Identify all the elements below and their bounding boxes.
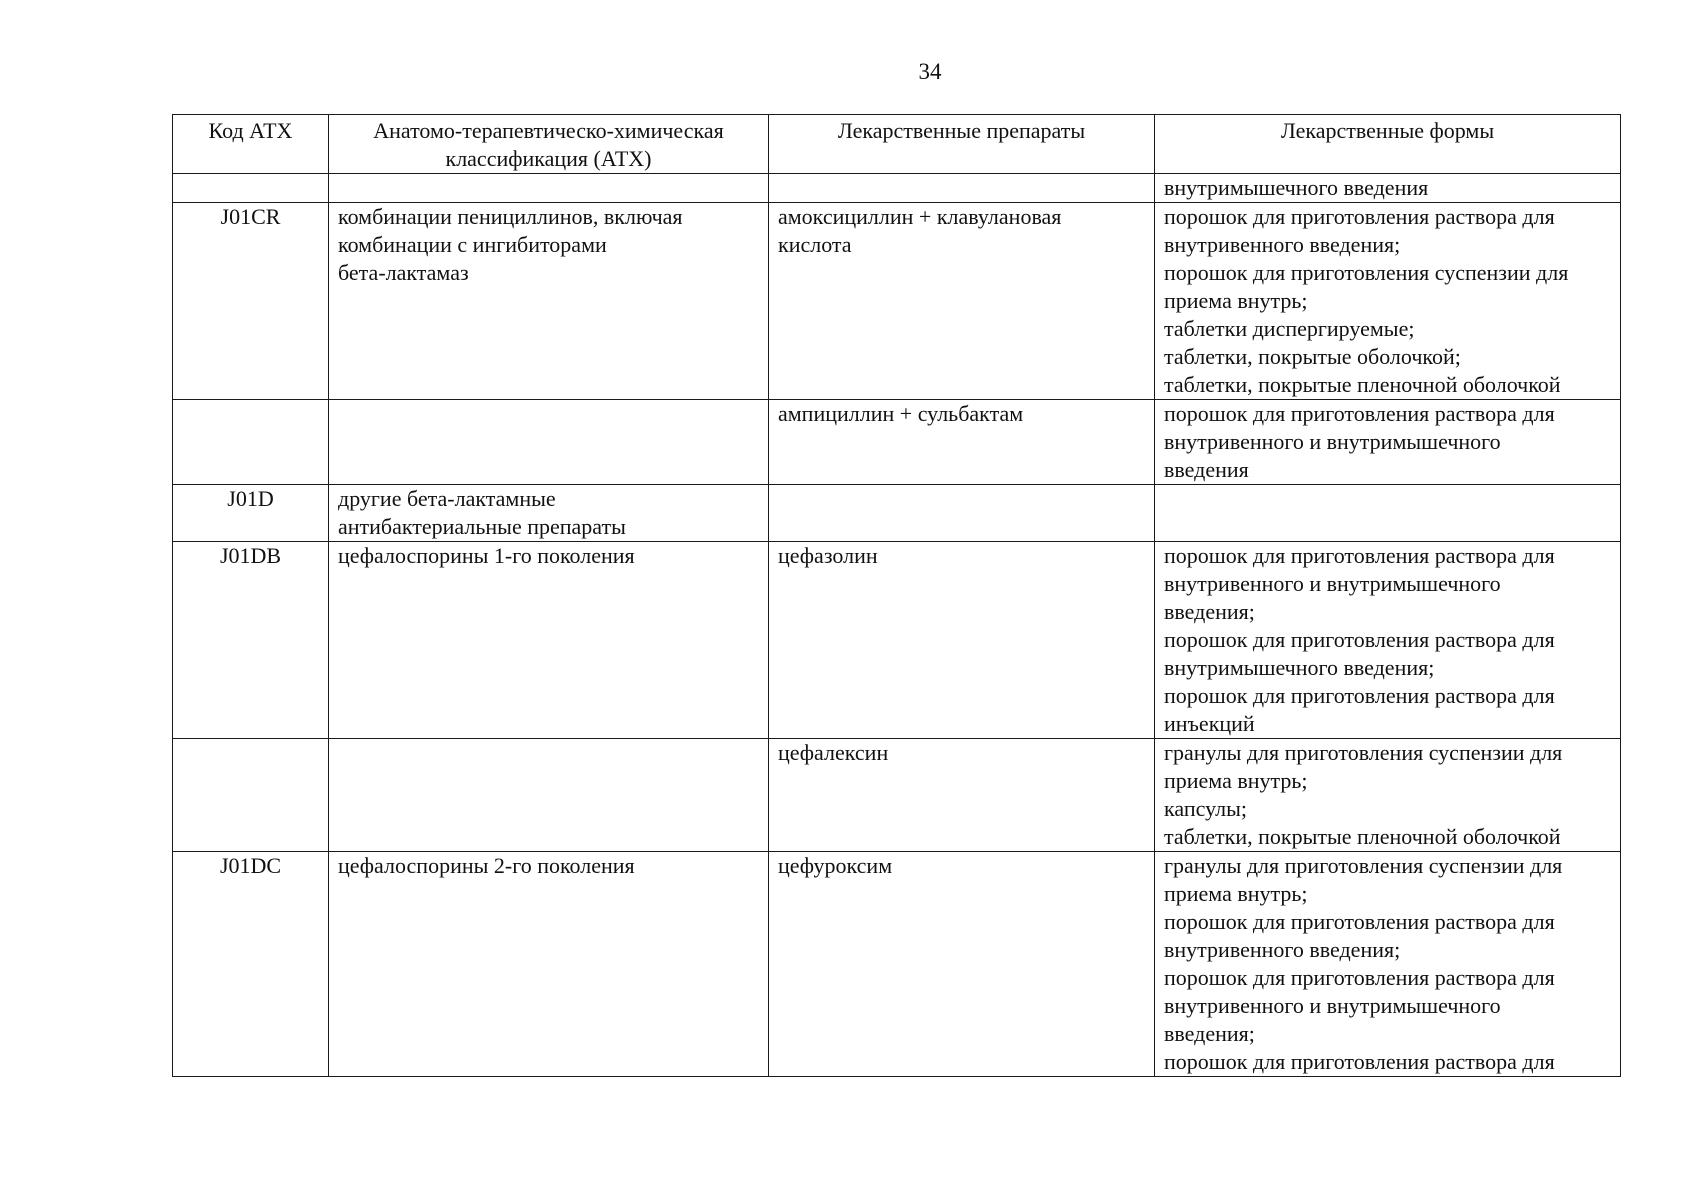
- atx-code-text: J01DB: [219, 543, 282, 568]
- cell-drug-line: цефазолин: [778, 543, 878, 568]
- cell-classification: [329, 485, 769, 542]
- cell-dosage-forms: [1155, 739, 1621, 852]
- cell-dosage-forms-line: таблетки, покрытые пленочной оболочкой: [1164, 824, 1561, 849]
- table-body: [173, 174, 1621, 1077]
- table-header: [173, 115, 1621, 174]
- cell-dosage-forms-line: таблетки, покрытые пленочной оболочкой: [1164, 372, 1561, 397]
- cell-drug: [769, 542, 1155, 739]
- cell-drug: [769, 400, 1155, 485]
- atx-code-text: J01D: [227, 486, 274, 511]
- cell-classification: [329, 400, 769, 485]
- cell-classification-line: другие бета-лактамные: [338, 486, 556, 511]
- cell-atx-code: [173, 542, 329, 739]
- atx-code-text: J01DC: [219, 853, 282, 878]
- table-header-row: [173, 115, 1621, 174]
- header-drugs: [769, 115, 1155, 174]
- header-drugs-label: Лекарственные препараты: [837, 118, 1086, 143]
- cell-atx-code: [173, 400, 329, 485]
- cell-dosage-forms-line: гранулы для приготовления суспензии для: [1164, 853, 1563, 878]
- cell-dosage-forms-line: порошок для приготовления раствора для: [1164, 683, 1555, 708]
- header-code: [173, 115, 329, 174]
- cell-drug: [769, 739, 1155, 852]
- header-forms-label: Лекарственные формы: [1280, 118, 1495, 143]
- cell-dosage-forms-line: инъекций: [1164, 711, 1255, 736]
- cell-classification-line: комбинации пенициллинов, включая: [338, 204, 683, 229]
- cell-drug: [769, 203, 1155, 400]
- table-row: [173, 739, 1621, 852]
- cell-atx-code: [173, 203, 329, 400]
- header-classification-line: Анатомо-терапевтическо-химическая: [373, 118, 724, 143]
- cell-dosage-forms-line: порошок для приготовления раствора для: [1164, 543, 1555, 568]
- cell-classification-line: комбинации с ингибиторами: [338, 232, 607, 257]
- cell-atx-code: [173, 739, 329, 852]
- cell-drug-line: кислота: [778, 232, 852, 257]
- header-code-label: Код АТХ: [208, 118, 293, 143]
- header-classification-line: классификация (АТХ): [445, 146, 652, 171]
- cell-dosage-forms-line: внутримышечного введения;: [1164, 655, 1435, 680]
- cell-dosage-forms: [1155, 174, 1621, 203]
- table-row: [173, 485, 1621, 542]
- cell-dosage-forms-line: таблетки, покрытые оболочкой;: [1164, 344, 1461, 369]
- cell-dosage-forms-line: введения;: [1164, 599, 1255, 624]
- cell-dosage-forms-line: порошок для приготовления раствора для: [1164, 627, 1555, 652]
- cell-dosage-forms-line: внутривенного введения;: [1164, 937, 1401, 962]
- cell-drug: [769, 852, 1155, 1077]
- cell-dosage-forms: [1155, 400, 1621, 485]
- cell-dosage-forms-line: внутривенного и внутримышечного: [1164, 429, 1501, 454]
- cell-classification: [329, 542, 769, 739]
- cell-dosage-forms-line: введения;: [1164, 1021, 1255, 1046]
- cell-dosage-forms: [1155, 542, 1621, 739]
- cell-dosage-forms-line: приема внутрь;: [1164, 288, 1308, 313]
- atx-code-text: J01CR: [220, 204, 281, 229]
- table-row: [173, 203, 1621, 400]
- cell-atx-code: [173, 174, 329, 203]
- cell-dosage-forms-line: гранулы для приготовления суспензии для: [1164, 740, 1563, 765]
- page-number: 34: [918, 59, 942, 84]
- cell-drug-line: цефалексин: [778, 740, 889, 765]
- cell-dosage-forms-line: таблетки диспергируемые;: [1164, 316, 1415, 341]
- cell-classification-line: антибактериальные препараты: [338, 514, 626, 539]
- table-row: [173, 400, 1621, 485]
- header-forms: [1155, 115, 1621, 174]
- cell-classification-line: бета-лактамаз: [338, 260, 469, 285]
- cell-dosage-forms-line: порошок для приготовления раствора для: [1164, 401, 1555, 426]
- cell-dosage-forms-line: внутривенного и внутримышечного: [1164, 993, 1501, 1018]
- cell-drug-line: амоксициллин + клавулановая: [778, 204, 1062, 229]
- cell-classification: [329, 174, 769, 203]
- table-row: [173, 852, 1621, 1077]
- atx-drug-table: [172, 114, 1621, 1077]
- cell-dosage-forms-line: порошок для приготовления раствора для: [1164, 965, 1555, 990]
- cell-dosage-forms-line: порошок для приготовления раствора для: [1164, 204, 1555, 229]
- cell-dosage-forms-line: внутривенного введения;: [1164, 232, 1401, 257]
- cell-drug: [769, 485, 1155, 542]
- cell-classification-line: цефалоспорины 2-го поколения: [338, 853, 635, 878]
- cell-dosage-forms: [1155, 203, 1621, 400]
- cell-classification: [329, 739, 769, 852]
- cell-dosage-forms: [1155, 852, 1621, 1077]
- cell-dosage-forms-line: порошок для приготовления раствора для: [1164, 1049, 1555, 1074]
- cell-dosage-forms-line: приема внутрь;: [1164, 881, 1308, 906]
- cell-dosage-forms-line: внутримышечного введения: [1164, 175, 1429, 200]
- cell-dosage-forms: [1155, 485, 1621, 542]
- cell-dosage-forms-line: капсулы;: [1164, 796, 1247, 821]
- cell-dosage-forms-line: приема внутрь;: [1164, 768, 1308, 793]
- cell-classification: [329, 203, 769, 400]
- table-row: [173, 542, 1621, 739]
- cell-atx-code: [173, 485, 329, 542]
- cell-atx-code: [173, 852, 329, 1077]
- cell-dosage-forms-line: внутривенного и внутримышечного: [1164, 571, 1501, 596]
- cell-dosage-forms-line: порошок для приготовления суспензии для: [1164, 260, 1569, 285]
- cell-drug-line: цефуроксим: [778, 853, 893, 878]
- cell-classification-line: цефалоспорины 1-го поколения: [338, 543, 635, 568]
- cell-dosage-forms-line: введения: [1164, 457, 1249, 482]
- cell-drug: [769, 174, 1155, 203]
- cell-dosage-forms-line: порошок для приготовления раствора для: [1164, 909, 1555, 934]
- table-row: [173, 174, 1621, 203]
- cell-classification: [329, 852, 769, 1077]
- cell-drug-line: ампициллин + сульбактам: [778, 401, 1024, 426]
- header-classification: [329, 115, 769, 174]
